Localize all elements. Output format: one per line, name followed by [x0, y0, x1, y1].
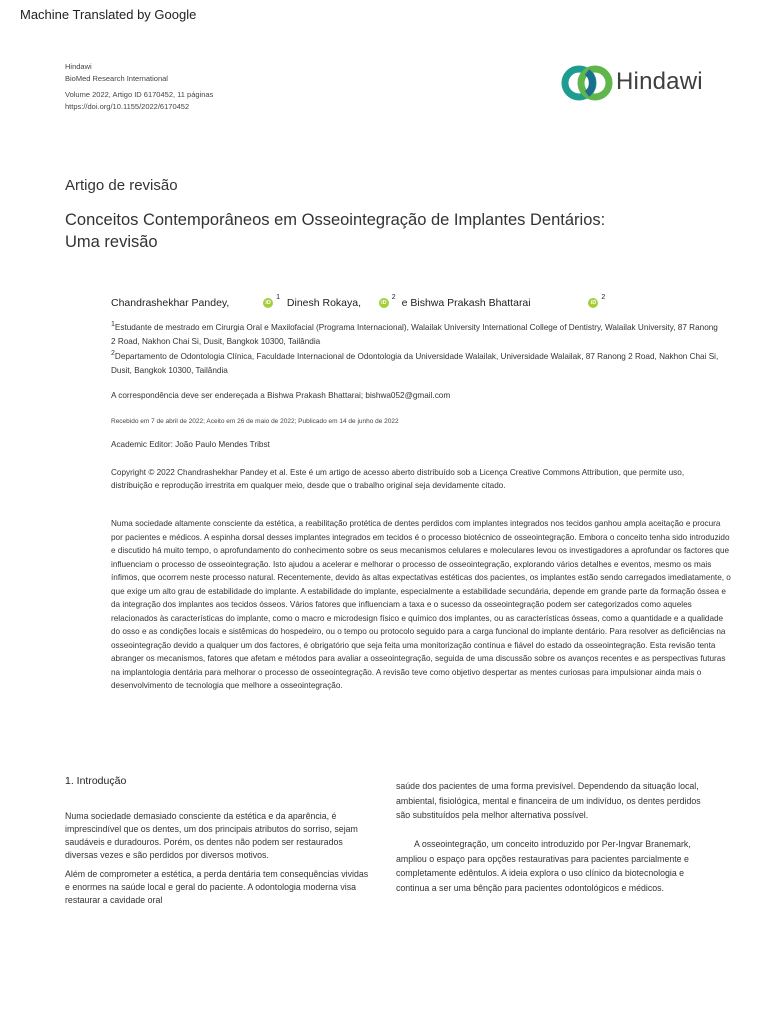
intro-right-paragraph-2 — [396, 837, 716, 895]
author-name: Chandrashekhar Pandey, — [111, 297, 230, 309]
article-type: Artigo de revisão — [65, 177, 178, 194]
paragraph-text: A osseointegração, um conceito introduzido por Per-Ingvar Branemark, ampliou o espaço para opções restaurativas para pacientes parcialmente e completamente edêntulos. A ideia explora o uso clínico da biotecnologia e continua a ser uma bênção para pacientes odontológicos e médicos. — [396, 839, 691, 893]
author-name: Dinesh Rokaya, — [286, 297, 362, 309]
publication-dates: Recebido em 7 de abril de 2022; Aceito em 26 de maio de 2022; Publicado em 14 de junho de 2022 — [111, 418, 399, 425]
orcid-icon[interactable]: iD — [263, 298, 273, 308]
paragraph-text: Além de comprometer a estética, a perda dentária tem consequências vividas e enormes na saúde local e geral do paciente. A odontologia moderna visa restaurar a cavidade oral — [65, 869, 369, 905]
orcid-icon[interactable]: iD — [379, 298, 389, 308]
doi-link[interactable]: https://doi.org/10.1155/2022/6170452 — [65, 102, 190, 111]
journal-name: BioMed Research International — [65, 74, 168, 83]
author-affiliation-sup: 1 — [276, 294, 280, 301]
article-title-line-1: Conceitos Contemporâneos em Osseointegração de Implantes Dentários: — [65, 211, 606, 229]
section-heading-introduction: 1. Introdução — [65, 775, 127, 787]
intro-left-paragraph-2 — [65, 868, 375, 907]
copyright-notice: Copyright © 2022 Chandrashekhar Pandey et al. Este é um artigo de acesso aberto distribuído sob a Licença Creative Commons Attribution, que permite uso, distribuição e reprodução irrestrita em qualquer meio, desde que o trabalho original seja devidamente citado. — [111, 468, 685, 490]
affiliation-text: Departamento de Odontologia Clínica, Faculdade Internacional de Odontologia da Universidade Walailak, Universidade Walailak, 87 Ranong 2 Road, Nakhon Chai Si, Dusit, Bangkok 10300, Tailândia — [111, 352, 719, 375]
affiliation-1 — [111, 321, 721, 348]
author-name: e Bishwa Prakash Bhattarai — [401, 297, 531, 309]
affiliation-2 — [111, 350, 721, 377]
article-title-line-2: Uma revisão — [65, 233, 158, 251]
machine-translation-banner: Machine Translated by Google — [20, 7, 197, 22]
intro-left-paragraph-1 — [65, 810, 375, 862]
affiliation-text: Estudante de mestrado em Cirurgia Oral e Maxilofacial (Programa Internacional), Walailak University International College of Dentistry, Walailak University, 87 Ranong 2 Road, Nakhon Chai Si, Dusit, Bangkok 10300, Tailândia — [111, 323, 718, 346]
author-affiliation-sup: 2 — [391, 294, 396, 301]
paragraph-text: Numa sociedade demasiado consciente da estética e da aparência, é imprescindível que os dentes, um dos principais atributos do sorriso, sejam saudáveis e duradouros. Porém, os dentes não podem ser restaurados diversas vezes e são perdidos por diversos motivos. — [65, 811, 358, 860]
correspondence-note: A correspondência deve ser endereçada a Bishwa Prakash Bhattarai; bishwa052@gmail.com — [111, 391, 451, 400]
hindawi-logo-mark-icon — [560, 62, 614, 104]
author-affiliation-sup: 2 — [601, 294, 606, 301]
hindawi-logo-word: Hindawi — [616, 68, 703, 95]
affiliation-number: 2 — [111, 350, 115, 357]
hindawi-logo — [560, 62, 710, 104]
paragraph-text: saúde dos pacientes de uma forma previsível. Dependendo da situação local, ambiental, fisiológica, mental e financeira de um indivíduo, os dentes perdidos são substituídos pela melhor alternativa possível. — [396, 781, 701, 820]
volume-info: Volume 2022, Artigo ID 6170452, 11 páginas — [65, 90, 214, 99]
affiliation-number: 1 — [111, 321, 115, 328]
intro-right-paragraph-1 — [396, 779, 716, 823]
author-list — [111, 294, 606, 309]
article-title — [65, 209, 665, 253]
academic-editor: Academic Editor: João Paulo Mendes Tribst — [111, 440, 270, 449]
orcid-icon[interactable]: iD — [588, 298, 598, 308]
abstract-text: Numa sociedade altamente consciente da estética, a reabilitação protética de dentes perdidos com implantes integrados nos tecidos ganhou ampla aceitação e procura por pacientes e médicos. A espinha dorsal desses implantes integrados em tecidos é o processo biotécnico de osseointegração. Embora o conceito tenha sido introduzido e discutido há muito tempo, o aprofundamento do conhecimento sobre os seus mecanismos celulares e moleculares levou os investigadores a aprofundar os factores que influenciam o processo de osseointegração. Isto ajudou a acelerar e melhorar o processo de osseointegração, explorando vários detalhes e eventos, mesmo os mais ínfimos, que ocorrem neste processo natural. Recentemente, devido às altas expectativas estéticas dos pacientes, os implantes estão sendo carregados imediatamente, o que exige um alto grau de estabilidade do implante. A estabilidade do implante, especialmente a estabilidade secundária, depende em grande parte da formação óssea e da integração dos implantes aos tecidos ósseos. Vários fatores que influenciam a taxa e o sucesso da osseointegração podem ser categorizados como aqueles relacionados às características do implante, como o macro e microdesign físico e químico dos implantes, ou as características ósseas, como a quantidade e a qualidade do osso e as condições locais e sistêmicas do hospedeiro, ou o tempo ou protocolo seguido para a carga funcional do implante dentário. Para resolver as deficiências na osseointegração devido a qualquer um dos factores, é obrigatório que seja feita uma monitorização contínua e fiável do estado da osseointegração. Esta revisão tenta abranger os mecanismos, fatores que afetam e métodos para avaliar a osseointegração, seguida de uma discussão sobre os avanços recentes e as perspectivas futuras na implantologia dentária para melhorar o processo de osseointegração. A revisão teve como objetivo despertar as mentes curiosas para impulsionar ainda mais o desenvolvimento de tecnologia que melhore a osseointegração. — [111, 519, 731, 690]
publisher-name: Hindawi — [65, 62, 92, 71]
